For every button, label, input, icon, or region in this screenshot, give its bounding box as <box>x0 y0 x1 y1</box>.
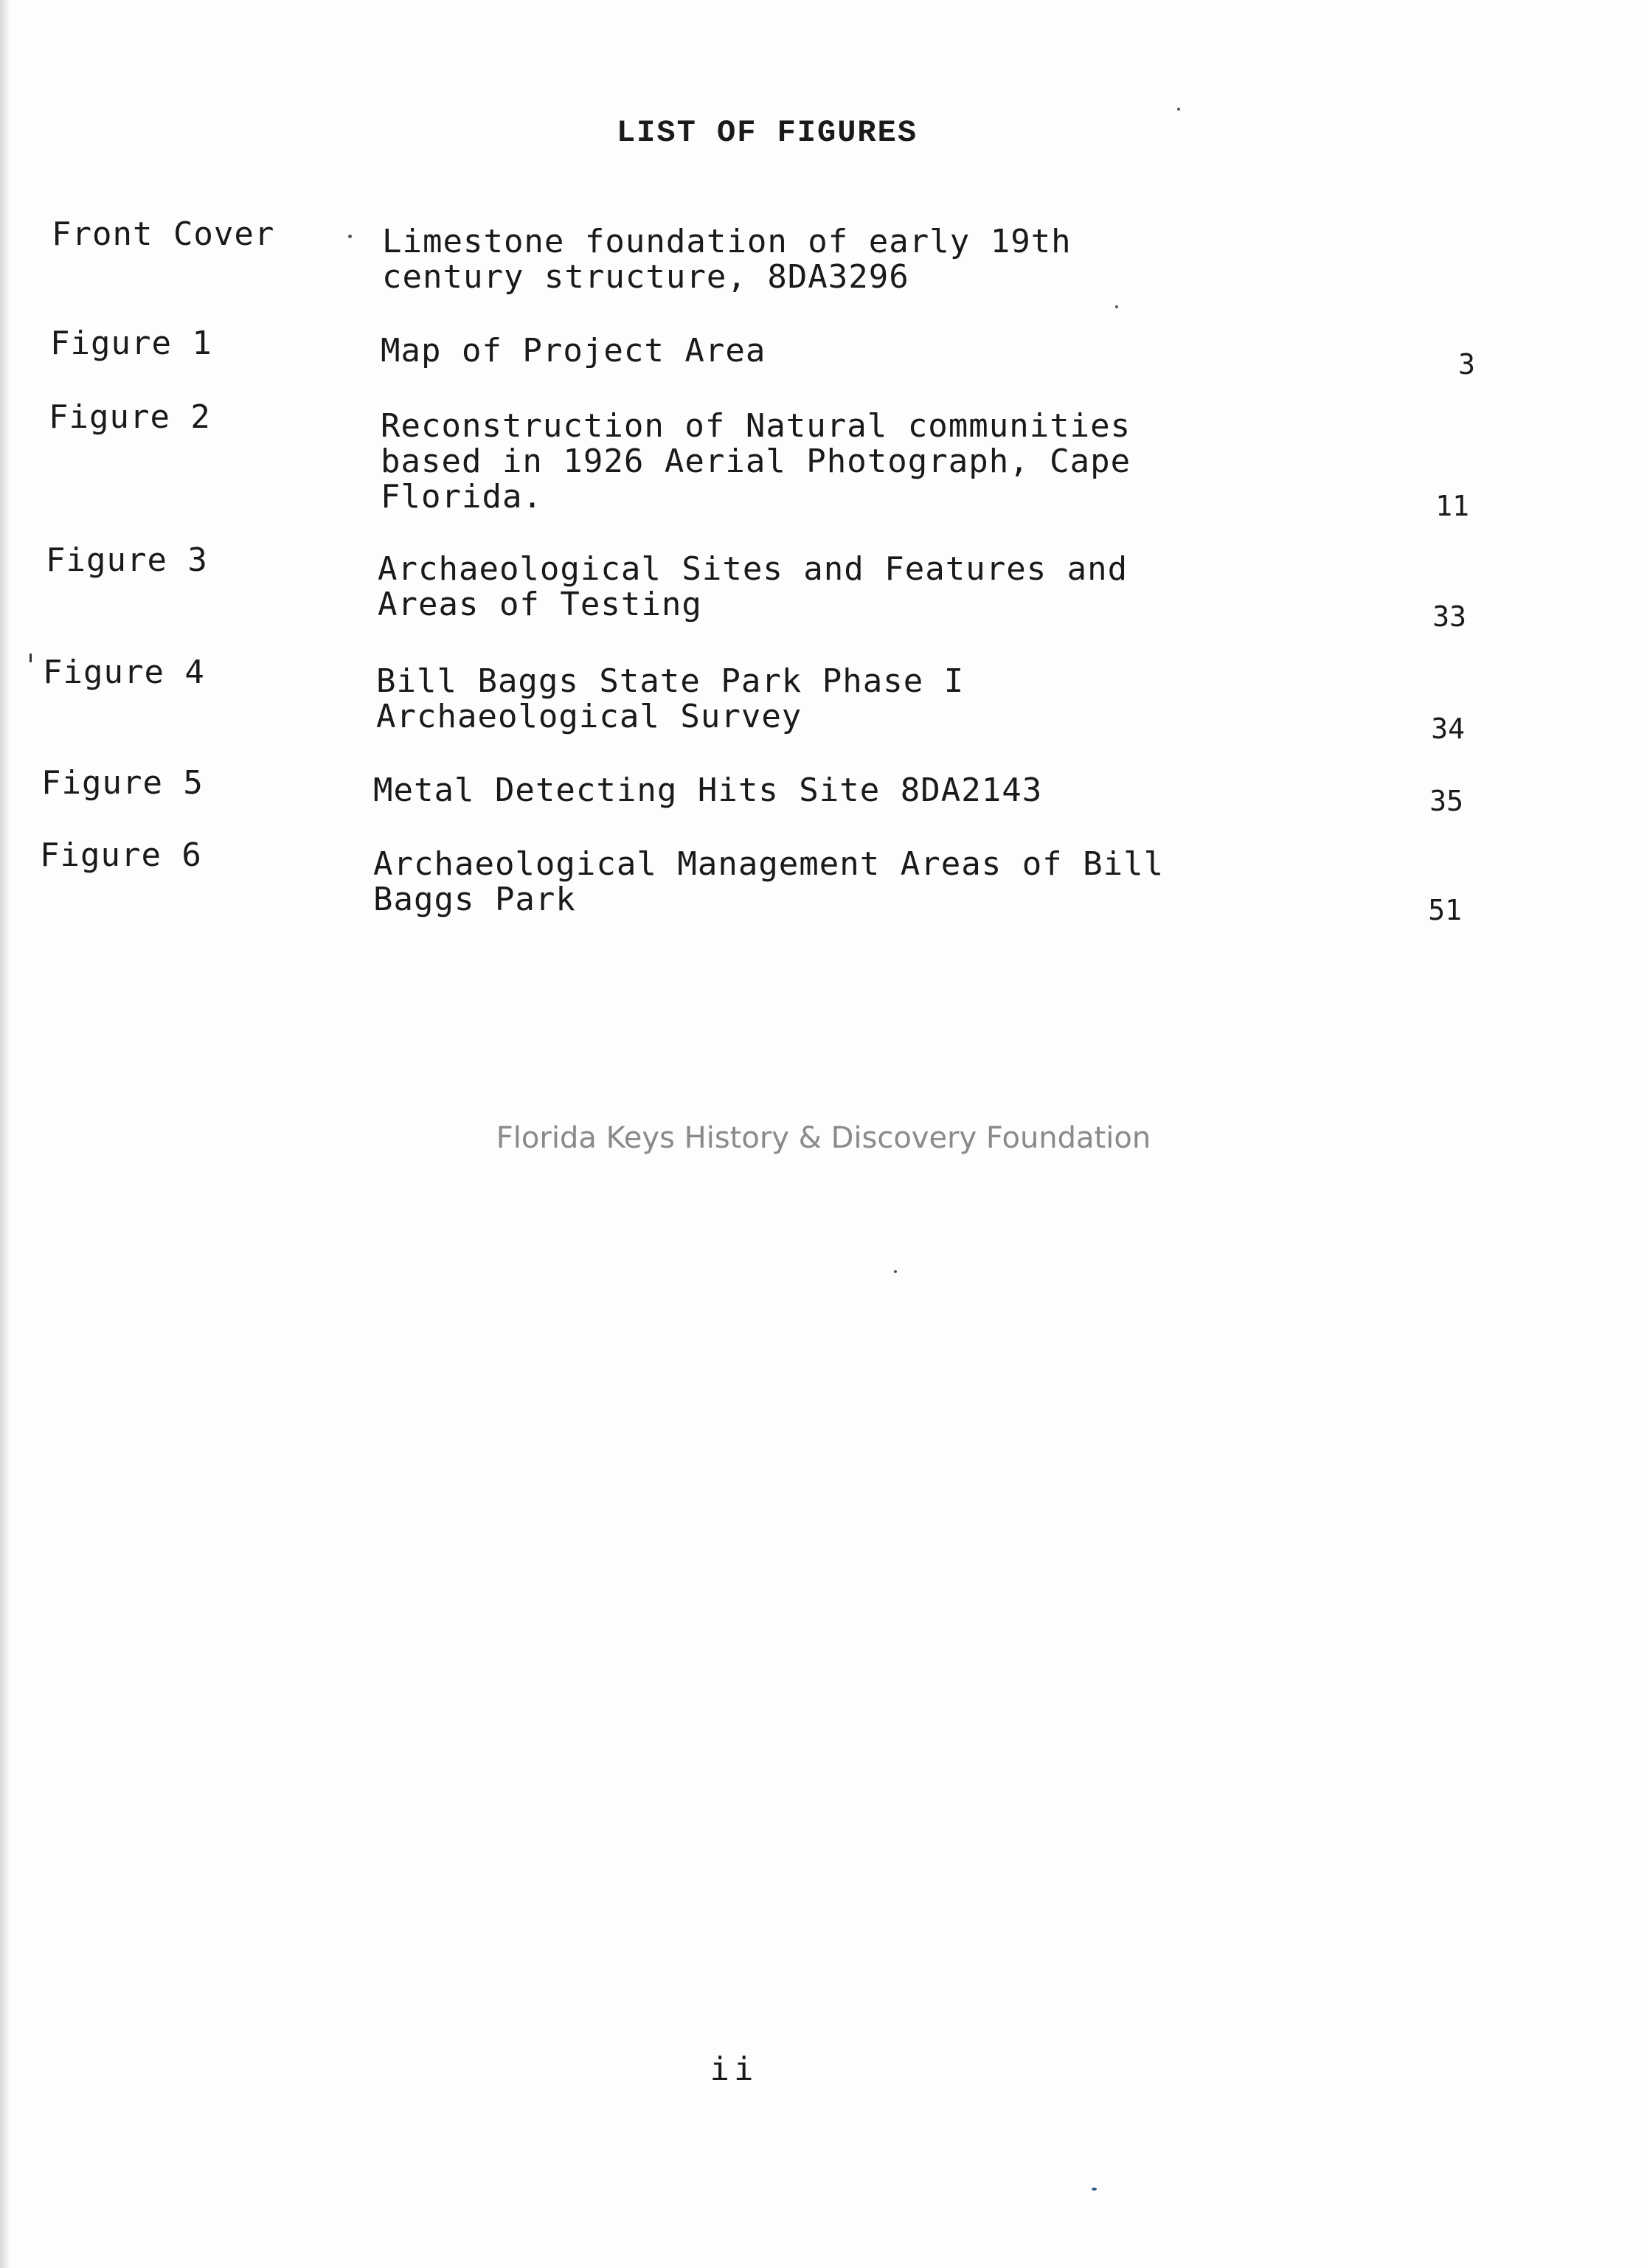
scan-speck <box>1092 2188 1097 2191</box>
entry-description: Map of Project Area <box>381 332 766 370</box>
entry-description: Metal Detecting Hits Site 8DA2143 <box>373 771 1043 809</box>
scan-speck <box>1177 108 1180 111</box>
watermark: Florida Keys History & Discovery Foundation <box>496 1121 1151 1155</box>
entry-page-number: 33 <box>1432 600 1466 633</box>
page-number: ii <box>710 2050 758 2088</box>
scan-speck <box>348 235 352 238</box>
entry-page-number: 3 <box>1458 348 1475 381</box>
page-title: LIST OF FIGURES <box>616 115 918 150</box>
scan-speck <box>1115 305 1118 308</box>
entry-label: Figure 3 <box>46 541 208 579</box>
entry-label: Figure 2 <box>49 398 211 436</box>
entry-label: Front Cover <box>52 215 275 253</box>
entry-label: Figure 1 <box>50 325 212 362</box>
entry-description: Reconstruction of Natural communities based in 1926 Aerial Photograph, Cape Florida. <box>381 407 1131 516</box>
entry-label: Figure 5 <box>41 764 204 802</box>
entry-description: Archaeological Management Areas of Bill Baggs Park <box>373 845 1165 918</box>
entry-label: Figure 4 <box>43 653 205 691</box>
entry-description: Bill Baggs State Park Phase I Archaeological Survey <box>376 662 965 735</box>
entry-description: Limestone foundation of early 19th century structure, 8DA3296 <box>382 223 1072 296</box>
entry-page-number: 11 <box>1435 490 1469 522</box>
scan-speck <box>30 653 32 662</box>
entry-label: Figure 6 <box>40 836 202 874</box>
entry-page-number: 35 <box>1429 785 1463 817</box>
entry-description: Archaeological Sites and Features and Areas of Testing <box>378 550 1128 623</box>
entry-page-number: 34 <box>1431 712 1465 745</box>
scan-speck <box>894 1270 897 1273</box>
entry-page-number: 51 <box>1428 894 1462 926</box>
